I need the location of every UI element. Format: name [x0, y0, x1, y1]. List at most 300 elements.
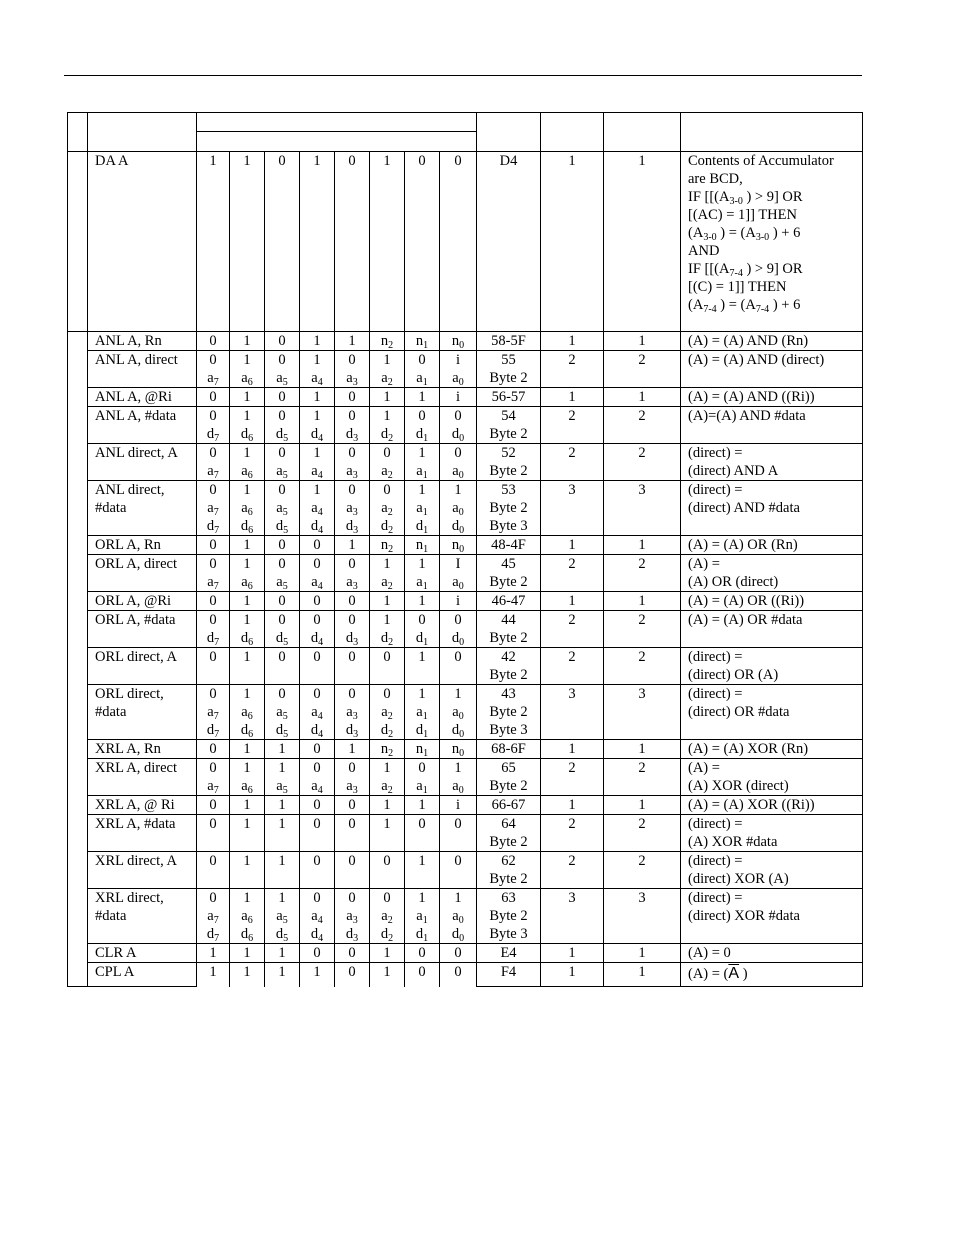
bit-value: 1: [383, 612, 391, 628]
bit-value: 1: [383, 408, 391, 424]
bit-value: 1: [243, 556, 251, 572]
cycles-cell: [604, 944, 681, 963]
bytes-value: 2: [568, 408, 576, 424]
bit-value: $d_2$: [380, 926, 394, 944]
bit-cell: [300, 611, 335, 648]
table-row: [68, 963, 863, 987]
bytes-cell: [541, 796, 604, 815]
bit-cell: [405, 963, 440, 987]
bit-value: 1: [243, 649, 251, 665]
bit-value: $d_4$: [310, 630, 324, 648]
mnemonic-text: XRL A, Rn: [95, 741, 161, 757]
bit-cell: [197, 796, 230, 815]
hex-code: 65: [501, 760, 516, 776]
bit-value: $d_3$: [345, 518, 359, 536]
bit-value: $a_5$: [276, 574, 288, 592]
bit-value: $d_0$: [451, 426, 465, 444]
bit-value: $d_2$: [380, 518, 394, 536]
cycles-cell: [604, 407, 681, 444]
bit-cell: [440, 815, 477, 852]
bytes-cell: [541, 852, 604, 889]
bit-value: $a_5$: [276, 908, 288, 926]
bit-cell: [230, 592, 265, 611]
hex-code-cell: [477, 815, 541, 852]
bit-cell: [335, 796, 370, 815]
bit-value: $a_3$: [346, 370, 358, 388]
bit-cell: [265, 592, 300, 611]
bit-value: 0: [454, 945, 462, 961]
bit-value: 1: [383, 964, 391, 980]
bit-value: $a_1$: [416, 370, 428, 388]
bit-cell: [265, 944, 300, 963]
bit-value: 0: [209, 537, 217, 553]
bit-value: $d_2$: [380, 722, 394, 740]
hex-code: 63: [501, 890, 516, 906]
bit-cell: [440, 852, 477, 889]
operation-line: (direct) =: [688, 445, 743, 461]
hex-code: Byte 2: [489, 778, 528, 794]
bytes-cell: [541, 740, 604, 759]
bit-cell: [370, 536, 405, 555]
hex-code: Byte 2: [489, 500, 528, 516]
bit-value: 0: [209, 556, 217, 572]
bit-cell: [197, 852, 230, 889]
operation-cell: [681, 852, 863, 889]
bit-value: $d_7$: [206, 518, 220, 536]
bit-value: $a_5$: [276, 463, 288, 481]
hex-code-cell: [477, 740, 541, 759]
cycles-cell: [604, 963, 681, 987]
bit-value: 1: [243, 760, 251, 776]
bit-cell: [405, 796, 440, 815]
bit-value: $a_7$: [207, 778, 219, 796]
bit-value: 1: [243, 352, 251, 368]
bit-cell: [197, 332, 230, 351]
mnemonic-text: ORL A, #data: [95, 612, 176, 628]
bit-value: $a_3$: [346, 704, 358, 722]
hex-code: 56-57: [491, 389, 526, 405]
hex-code: 66-67: [491, 797, 526, 813]
bit-value: $a_1$: [416, 463, 428, 481]
bit-cell: [265, 815, 300, 852]
bit-value: $n_0$: [451, 333, 465, 351]
bit-value: 0: [454, 153, 462, 169]
bit-value: 1: [243, 408, 251, 424]
operation-line: ($A_{3-0}$ ) = ($A_{3-0}$ ) + 6: [688, 225, 801, 243]
bit-value: 1: [454, 482, 462, 498]
mnemonic-cell: [88, 796, 197, 815]
operation-line: (direct) AND #data: [688, 500, 800, 516]
bit-value: 0: [383, 649, 391, 665]
bit-value: $d_6$: [240, 518, 254, 536]
hex-code-cell: [477, 852, 541, 889]
bit-value: 1: [278, 760, 286, 776]
bit-value: 1: [313, 153, 321, 169]
bit-cell: [197, 740, 230, 759]
hex-code-cell: [477, 351, 541, 388]
hex-code: F4: [500, 964, 517, 980]
bit-cell: [265, 555, 300, 592]
bit-cell: [197, 889, 230, 944]
bit-cell: [230, 796, 265, 815]
bit-value: 0: [418, 352, 426, 368]
table-row: [68, 944, 863, 963]
bit-value: $a_6$: [241, 574, 253, 592]
mnemonic-text: #data: [95, 500, 127, 516]
table-row: [68, 444, 863, 481]
cycles-value: 2: [638, 445, 646, 461]
bit-cell: [197, 648, 230, 685]
bit-value: 0: [454, 649, 462, 665]
bit-value: 0: [418, 964, 426, 980]
bit-value: 1: [454, 890, 462, 906]
bit-value: 0: [313, 537, 321, 553]
bit-cell: [440, 351, 477, 388]
bytes-cell: [541, 388, 604, 407]
bit-cell: [440, 796, 477, 815]
table-row: [68, 536, 863, 555]
bit-cell: [265, 152, 300, 332]
bit-cell: [197, 944, 230, 963]
bit-cell: [370, 963, 405, 987]
operation-cell: [681, 685, 863, 740]
mnemonic-cell: [88, 351, 197, 388]
hex-code: E4: [500, 945, 517, 961]
hex-code: 62: [501, 853, 516, 869]
bit-value: 0: [278, 537, 286, 553]
operation-line: (A) = (A) AND (direct): [688, 352, 825, 368]
hex-code-cell: [477, 759, 541, 796]
operation-line: (direct) =: [688, 649, 743, 665]
operation-line: (direct) OR #data: [688, 704, 790, 720]
hex-code-cell: [477, 481, 541, 536]
table-row: [68, 611, 863, 648]
bit-cell: [440, 481, 477, 536]
hex-code-cell: [477, 332, 541, 351]
bytes-cell: [541, 152, 604, 332]
hex-code-cell: [477, 555, 541, 592]
cycles-cell: [604, 815, 681, 852]
mnemonic-cell: [88, 815, 197, 852]
hex-code: 68-6F: [491, 741, 526, 757]
bit-value: 1: [313, 445, 321, 461]
operation-line: (A) = 0: [688, 945, 731, 961]
bytes-value: 2: [568, 816, 576, 832]
mnemonic-text: ANL A, Rn: [95, 333, 162, 349]
bit-value: $a_6$: [241, 500, 253, 518]
cycles-cell: [604, 351, 681, 388]
bit-cell: [370, 407, 405, 444]
bit-value: $a_7$: [207, 463, 219, 481]
bit-cell: [230, 332, 265, 351]
operation-cell: [681, 740, 863, 759]
bit-cell: [300, 740, 335, 759]
bit-cell: [230, 481, 265, 536]
bit-value: 0: [278, 593, 286, 609]
operation-cell: [681, 944, 863, 963]
bit-cell: [335, 592, 370, 611]
bit-value: 0: [348, 797, 356, 813]
bit-value: 0: [313, 890, 321, 906]
bit-value: $a_6$: [241, 908, 253, 926]
bit-value: $d_7$: [206, 926, 220, 944]
bit-cell: [265, 444, 300, 481]
mnemonic-text: ORL A, @Ri: [95, 593, 172, 609]
bit-cell: [335, 685, 370, 740]
bit-value: 1: [243, 482, 251, 498]
bit-value: 0: [348, 153, 356, 169]
bit-cell: [300, 759, 335, 796]
mnemonic-text: ANL A, @Ri: [95, 389, 172, 405]
cycles-value: 1: [638, 945, 646, 961]
cycles-value: 1: [638, 333, 646, 349]
operation-cell: [681, 759, 863, 796]
bit-cell: [405, 555, 440, 592]
bit-value: 0: [348, 686, 356, 702]
bit-value: 0: [278, 649, 286, 665]
bit-value: $n_1$: [415, 333, 429, 351]
bit-value: 0: [209, 333, 217, 349]
bit-value: $d_0$: [451, 630, 465, 648]
bit-value: $a_0$: [452, 778, 464, 796]
bytes-cell: [541, 555, 604, 592]
bit-cell: [440, 592, 477, 611]
mnemonic-text: ANL direct, A: [95, 445, 178, 461]
bit-value: $a_2$: [381, 574, 393, 592]
bit-value: 0: [313, 741, 321, 757]
bit-value: 1: [418, 593, 426, 609]
bit-value: 1: [383, 797, 391, 813]
bit-cell: [335, 481, 370, 536]
bit-cell: [440, 648, 477, 685]
bit-value: $n_0$: [451, 741, 465, 759]
bytes-cell: [541, 592, 604, 611]
cycles-cell: [604, 592, 681, 611]
bit-cell: [370, 889, 405, 944]
bit-cell: [230, 555, 265, 592]
bit-value: 1: [383, 593, 391, 609]
bytes-value: 2: [568, 853, 576, 869]
hex-code-cell: [477, 388, 541, 407]
operation-cell: [681, 332, 863, 351]
bit-cell: [440, 152, 477, 332]
bit-value: 1: [209, 153, 217, 169]
operation-line: IF [[($A_{7-4}$ ) > 9] OR: [688, 261, 803, 279]
bit-cell: [370, 685, 405, 740]
bit-cell: [405, 152, 440, 332]
bit-value: 1: [278, 945, 286, 961]
bit-value: $d_3$: [345, 630, 359, 648]
bit-cell: [265, 536, 300, 555]
hex-code: 43: [501, 686, 516, 702]
operation-cell: [681, 152, 863, 332]
bit-value: 1: [383, 556, 391, 572]
bit-value: $d_5$: [275, 722, 289, 740]
operation-cell: [681, 407, 863, 444]
mnemonic-text: XRL direct, A: [95, 853, 178, 869]
cycles-cell: [604, 536, 681, 555]
bytes-value: 1: [568, 741, 576, 757]
bit-value: i: [455, 797, 461, 813]
bit-cell: [197, 444, 230, 481]
bytes-cell: [541, 685, 604, 740]
mnemonic-cell: [88, 889, 197, 944]
mnemonic-cell: [88, 152, 197, 332]
bit-value: 1: [383, 816, 391, 832]
bit-value: $a_0$: [452, 463, 464, 481]
bit-value: $a_4$: [311, 370, 323, 388]
bit-value: $a_5$: [276, 500, 288, 518]
bytes-cell: [541, 444, 604, 481]
hex-code: 48-4F: [491, 537, 526, 553]
bit-value: 1: [383, 945, 391, 961]
operation-line: $(A) = (\overline{A}$ ): [688, 965, 748, 982]
bit-value: $d_4$: [310, 426, 324, 444]
bit-value: 0: [313, 797, 321, 813]
mnemonic-cell: [88, 332, 197, 351]
hex-code: Byte 2: [489, 463, 528, 479]
bit-cell: [440, 332, 477, 351]
operation-line: (direct) =: [688, 890, 743, 906]
bit-value: 1: [418, 853, 426, 869]
bit-cell: [300, 648, 335, 685]
bit-cell: [405, 407, 440, 444]
bit-value: 1: [278, 797, 286, 813]
table-row: [68, 889, 863, 944]
bit-value: 0: [278, 686, 286, 702]
bit-value: i: [455, 389, 461, 405]
mnemonic-cell: [88, 592, 197, 611]
bit-cell: [300, 555, 335, 592]
bit-value: 0: [348, 612, 356, 628]
table-row: [68, 815, 863, 852]
bit-value: 0: [209, 797, 217, 813]
mnemonic-text: ANL A, #data: [95, 408, 177, 424]
bit-cell: [300, 388, 335, 407]
complement-operand: $\overline{A}$: [728, 965, 740, 982]
bit-cell: [405, 481, 440, 536]
hex-code: Byte 2: [489, 370, 528, 386]
bit-cell: [370, 815, 405, 852]
header-row: [68, 113, 863, 152]
instruction-table: [67, 112, 863, 987]
bytes-value: 1: [568, 389, 576, 405]
bit-value: 0: [383, 853, 391, 869]
bit-value: $d_1$: [415, 722, 429, 740]
operation-line: Contents of Accumulator: [688, 153, 834, 169]
header-cell-group: [68, 113, 88, 152]
table-row: [68, 407, 863, 444]
bytes-cell: [541, 407, 604, 444]
mnemonic-text: DA A: [95, 153, 129, 169]
bit-value: 0: [278, 445, 286, 461]
bit-value: 0: [313, 649, 321, 665]
hex-code: 53: [501, 482, 516, 498]
bit-cell: [265, 388, 300, 407]
bytes-value: 3: [568, 482, 576, 498]
cycles-cell: [604, 332, 681, 351]
cycles-value: 2: [638, 352, 646, 368]
operation-line: (A) OR (direct): [688, 574, 779, 590]
operation-line: [(C) = 1]] THEN: [688, 279, 787, 295]
bit-value: 1: [243, 890, 251, 906]
table-row: [68, 852, 863, 889]
bit-value: $a_7$: [207, 370, 219, 388]
bit-value: 0: [348, 482, 356, 498]
operation-line: IF [[($A_{3-0}$ ) > 9] OR: [688, 189, 803, 207]
bit-value: 0: [209, 853, 217, 869]
bit-value: 1: [313, 408, 321, 424]
bit-cell: [440, 685, 477, 740]
mnemonic-cell: [88, 611, 197, 648]
bit-cell: [370, 740, 405, 759]
bit-value: 0: [348, 816, 356, 832]
operation-cell: [681, 592, 863, 611]
bit-cell: [370, 759, 405, 796]
bit-value: 0: [278, 612, 286, 628]
bit-value: 1: [383, 153, 391, 169]
bit-cell: [440, 889, 477, 944]
bit-cell: [230, 685, 265, 740]
bit-value: 0: [209, 760, 217, 776]
cycles-cell: [604, 759, 681, 796]
bit-cell: [230, 944, 265, 963]
bit-value: 0: [348, 556, 356, 572]
bit-value: $a_5$: [276, 704, 288, 722]
bytes-value: 2: [568, 612, 576, 628]
bit-cell: [197, 388, 230, 407]
hex-code: Byte 2: [489, 667, 528, 683]
hex-code: Byte 3: [489, 926, 528, 942]
cycles-value: 2: [638, 816, 646, 832]
bit-value: $d_6$: [240, 926, 254, 944]
bit-value: 0: [209, 593, 217, 609]
bit-cell: [335, 740, 370, 759]
header-rule: [64, 75, 862, 76]
bit-value: $d_5$: [275, 426, 289, 444]
bit-cell: [335, 444, 370, 481]
bit-value: $d_7$: [206, 630, 220, 648]
hex-code-cell: [477, 611, 541, 648]
bit-value: 0: [313, 945, 321, 961]
bit-cell: [335, 388, 370, 407]
bytes-cell: [541, 648, 604, 685]
bit-value: $a_6$: [241, 704, 253, 722]
bit-value: 0: [209, 686, 217, 702]
bit-value: 0: [313, 760, 321, 776]
bit-cell: [440, 740, 477, 759]
cycles-cell: [604, 444, 681, 481]
bit-value: 0: [418, 816, 426, 832]
cycles-value: 1: [638, 153, 646, 169]
bit-value: 0: [348, 853, 356, 869]
bytes-cell: [541, 536, 604, 555]
bit-value: $a_7$: [207, 908, 219, 926]
bit-value: 0: [278, 556, 286, 572]
bit-value: $a_2$: [381, 500, 393, 518]
bit-value: $a_1$: [416, 574, 428, 592]
bit-cell: [370, 152, 405, 332]
bit-value: 1: [243, 333, 251, 349]
bit-value: 0: [209, 389, 217, 405]
bit-cell: [370, 852, 405, 889]
mnemonic-text: XRL direct,: [95, 890, 164, 906]
cycles-cell: [604, 152, 681, 332]
bit-value: 0: [383, 445, 391, 461]
bytes-value: 1: [568, 153, 576, 169]
bit-value: $d_3$: [345, 722, 359, 740]
bit-cell: [335, 152, 370, 332]
